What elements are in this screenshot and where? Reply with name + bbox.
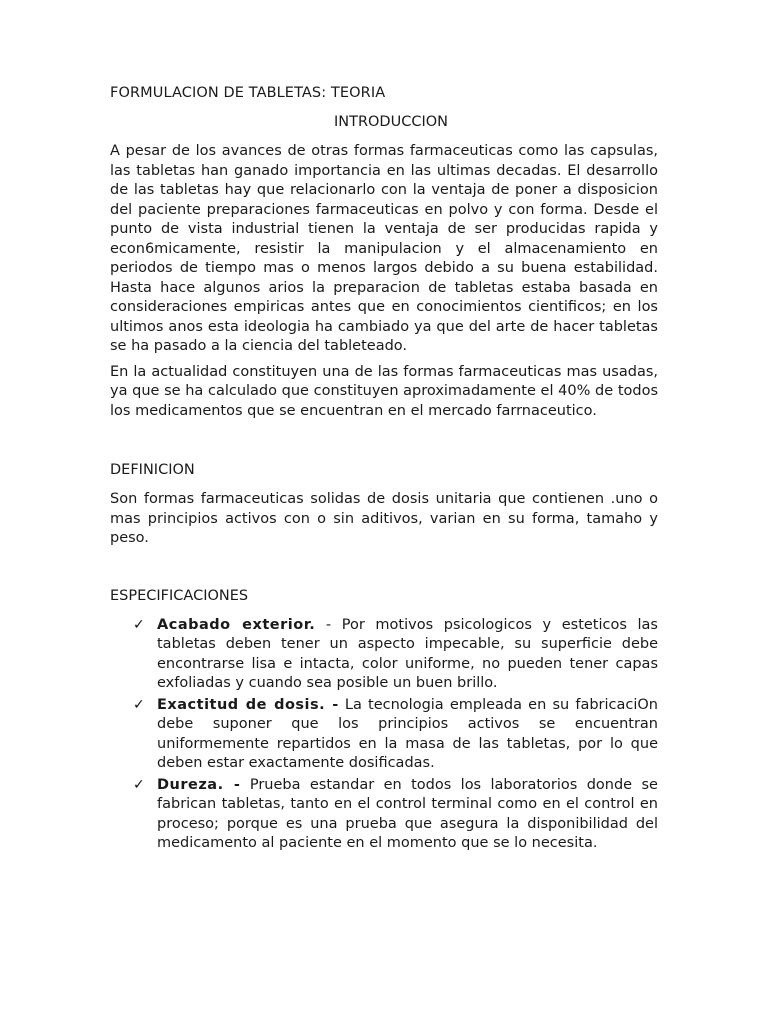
checkmark-icon: ✓ [133,776,145,793]
document-title: FORMULACION DE TABLETAS: TEORIA [110,85,386,101]
list-item [133,696,658,774]
definition-paragraph: Son formas farmaceuticas solidas de dosis unitaria que contienen .uno o mas principios activos con o sin aditivos, varian en su forma, tamaho y peso. [110,491,658,546]
intro-paragraph-2: En la actualidad constituyen una de las formas farmaceuticas mas usadas, ya que se ha calculado que constituyen aproximadamente el 40% de todos los medicamentos que se encuentran en el mercado farrnaceutico. [110,363,658,419]
specifications-list [110,616,658,854]
checkmark-icon: ✓ [133,616,145,633]
spacer [110,427,658,461]
specifications-heading: ESPECIFICACIONES [110,587,249,604]
spacer [110,555,658,587]
intro-paragraph-1: A pesar de los avances de otras formas farmaceuticas como las capsulas, las tabletas han ganado importancia en las ultimas decadas. El desarrollo de las tabletas hay que relacionarlo con la ventaja de poner a disposicion del paciente preparaciones farmaceuticas en polvo y con forma. Desde el punto de vista industrial tienen la ventaja de ser producidas rapida y econ6micamente, resistir la manipulacion y el almacenamiento en periodos de tiempo mas o menos largos debido a su buena estabilidad. Hasta hace algunos arios la preparacion de tabletas estaba basada en consideraciones empiricas antes que en conocimientos cientificos; en los ultimos anos esta ideologia ha cambiado ya que del arte de hacer tabletas se ha pasado a la ciencia del tableteado. [110,143,658,354]
spec-term: Dureza. - [157,776,241,793]
spec-description: La tecnologia empleada en su fabricaciOn debe suponer que los principios activos se encuentran uniformemente repartidos en la masa de las tabletas, por lo que deben estar exactamente dosificadas. [157,696,658,771]
spec-term: Acabado exterior. [157,616,316,633]
spec-term: Exactitud de dosis. - [157,696,339,713]
checkmark-icon: ✓ [133,696,145,713]
intro-heading: INTRODUCCION [333,114,449,130]
spec-description: Prueba estandar en todos los laboratorios donde se fabrican tabletas, tanto en el control terminal como en el control en proceso; porque es una prueba que asegura la disponibilidad del medicamento al paciente en el momento que se lo necesita. [157,776,658,851]
definition-heading: DEFINICION [110,462,195,478]
spec-description: - Por motivos psicologicos y esteticos las tabletas deben tener un aspecto impecable, su superficie debe encontrarse lisa e intacta, color uniforme, no pueden tener capas exfoliadas y cuando sea posible un buen brillo. [157,616,658,691]
list-item [133,776,658,854]
list-item [133,616,658,694]
